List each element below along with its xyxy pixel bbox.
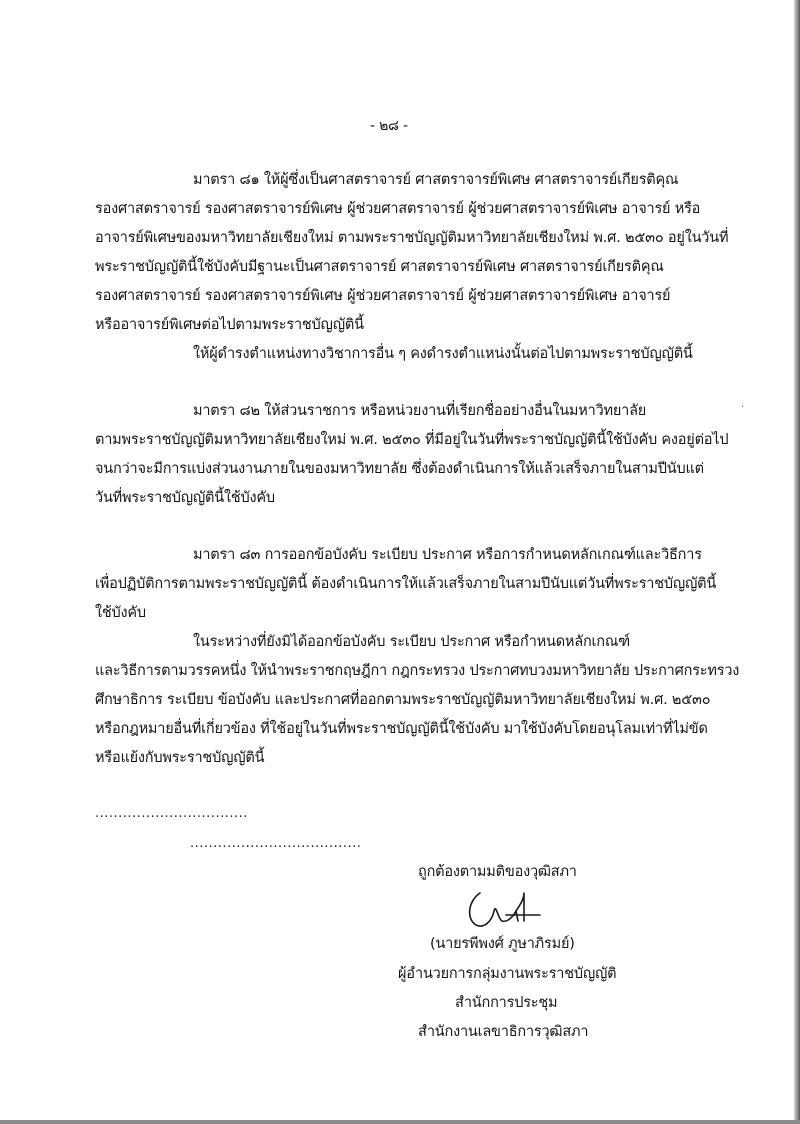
certification-text: ถูกต้องตามมติของวุฒิสภา — [418, 864, 577, 880]
signatory-name: (นายรพีพงศ์ ภูษาภิรมย์) — [430, 936, 575, 952]
page-bottom-edge — [0, 1120, 800, 1124]
page-number: - ๒๘ - — [370, 118, 408, 134]
section-82-line-3: จนกว่าจะมีการแบ่งส่วนงานภายในของมหาวิทยาลัย ซึ่งต้องดำเนินการให้แล้วเสร็จภายในสามปีนับแต่ — [95, 461, 704, 477]
section-81-line-3: อาจารย์พิเศษของมหาวิทยาลัยเชียงใหม่ ตามพระราชบัญญัติมหาวิทยาลัยเชียงใหม่ พ.ศ. ๒๕๓๐ อยู่ในวันที่ — [95, 230, 729, 246]
section-83-line-3: ใช้บังคับ — [95, 605, 146, 621]
section-81-line-4: พระราชบัญญัตินี้ใช้บังคับมีฐานะเป็นศาสตราจารย์ ศาสตราจารย์พิเศษ ศาสตราจารย์เกียรติคุณ — [95, 259, 664, 275]
separator-dots-2: ..................................... — [190, 836, 362, 851]
section-82-line-4: วันที่พระราชบัญญัตินี้ใช้บังคับ — [95, 490, 275, 506]
page-edge-shadow — [794, 0, 800, 1124]
signatory-organization: สำนักงานเลขาธิการวุฒิสภา — [418, 1024, 589, 1040]
section-83-paragraph-2-line-1: ในระหว่างที่ยังมิได้ออกข้อบังคับ ระเบียบ ประกาศ หรือกำหนดหลักเกณฑ์ — [193, 634, 630, 650]
section-83-paragraph-2-line-3: ศึกษาธิการ ระเบียบ ข้อบังคับ และประกาศที่ออกตามพระราชบัญญัติมหาวิทยาลัยเชียงใหม่ พ.ศ. ๒๕๓๐ — [95, 692, 711, 708]
section-83-paragraph-2-line-5: หรือแย้งกับพระราชบัญญัตินี้ — [95, 750, 265, 766]
section-81-line-1: มาตรา ๘๑ ให้ผู้ซึ่งเป็นศาสตราจารย์ ศาสตราจารย์พิเศษ ศาสตราจารย์เกียรติคุณ — [193, 172, 679, 188]
section-83-paragraph-2-line-4: หรือกฎหมายอื่นที่เกี่ยวข้อง ที่ใช้อยู่ในวันที่พระราชบัญญัตินี้ใช้บังคับ มาใช้บังคับโดยอนุโลมเท่าที่ไม่ขัด — [95, 721, 708, 737]
section-83-line-2: เพื่อปฏิบัติการตามพระราชบัญญัตินี้ ต้องดำเนินการให้แล้วเสร็จภายในสามปีนับแต่วันที่พระราชบัญญัตินี้ — [95, 576, 717, 592]
section-81-line-5: รองศาสตราจารย์ รองศาสตราจารย์พิเศษ ผู้ช่วยศาสตราจารย์ ผู้ช่วยศาสตราจารย์พิเศษ อาจารย์ — [95, 288, 671, 304]
signatory-office: สำนักการประชุม — [455, 995, 558, 1011]
signatory-position: ผู้อำนวยการกลุ่มงานพระราชบัญญัติ — [398, 966, 617, 982]
section-81-line-2: รองศาสตราจารย์ รองศาสตราจารย์พิเศษ ผู้ช่วยศาสตราจารย์ ผู้ช่วยศาสตราจารย์พิเศษ อาจารย์ หรือ — [95, 201, 701, 217]
section-81-line-6: หรืออาจารย์พิเศษต่อไปตามพระราชบัญญัตินี้ — [95, 317, 364, 333]
section-83-line-1: มาตรา ๘๓ การออกข้อบังคับ ระเบียบ ประกาศ หรือการกำหนดหลักเกณฑ์และวิธีการ — [193, 547, 702, 563]
section-82-line-1: มาตรา ๘๒ ให้ส่วนราชการ หรือหน่วยงานที่เรียกชื่ออย่างอื่นในมหาวิทยาลัย — [193, 403, 647, 419]
section-82-line-2: ตามพระราชบัญญัติมหาวิทยาลัยเชียงใหม่ พ.ศ. ๒๕๓๐ ที่มีอยู่ในวันที่พระราชบัญญัตินี้ใช้บังคับ คงอยู่ต่อไป — [95, 432, 729, 448]
separator-dots-1: ................................. — [95, 806, 248, 821]
scan-speck: · — [741, 402, 745, 413]
section-81-paragraph-2: ให้ผู้ดำรงตำแหน่งทางวิชาการอื่น ๆ คงดำรงตำแหน่งนั้นต่อไปตามพระราชบัญญัตินี้ — [193, 346, 693, 362]
section-83-paragraph-2-line-2: และวิธีการตามวรรคหนึ่ง ให้นำพระราชกฤษฎีกา กฎกระทรวง ประกาศทบวงมหาวิทยาลัย ประกาศกระทรวง — [95, 663, 740, 679]
handwritten-signature — [458, 885, 548, 935]
